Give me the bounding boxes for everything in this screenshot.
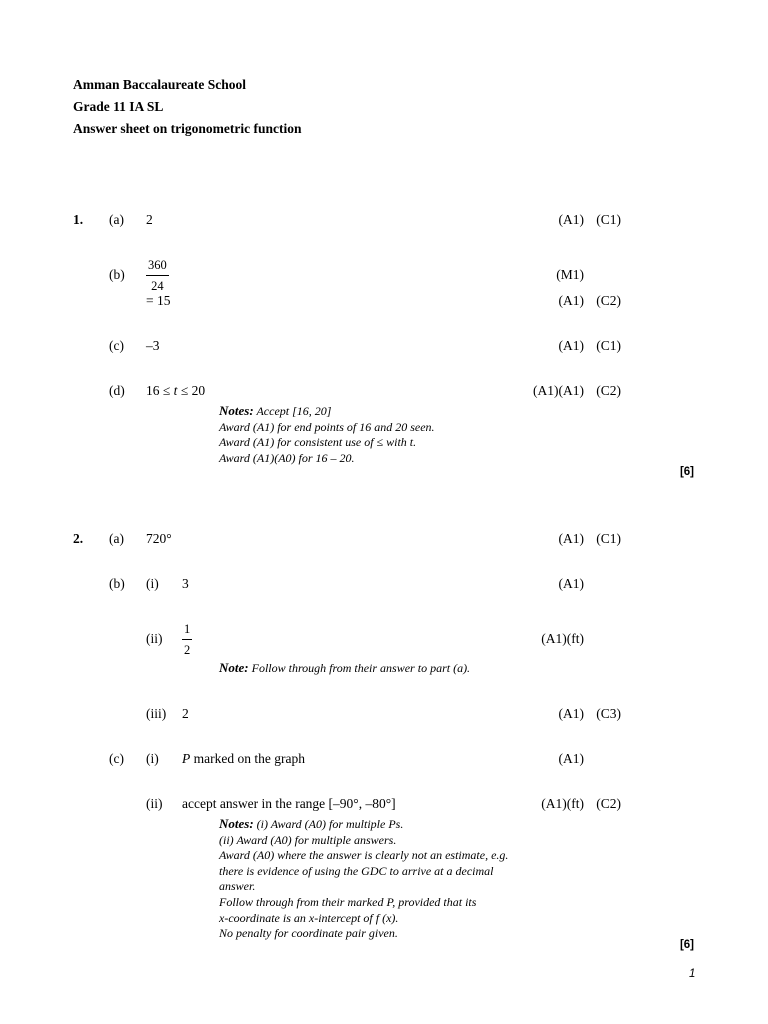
- q2-part-b-i-mark: (A1): [558, 576, 584, 591]
- school-name: Amman Baccalaureate School: [73, 77, 246, 92]
- q1-part-c-c-mark: (C1): [596, 338, 621, 353]
- question-2-number: 2.: [73, 531, 84, 546]
- q1-part-d-note-text: Accept [16, 20]: [256, 404, 332, 418]
- q2-part-c-ii-label: (ii): [146, 796, 163, 811]
- q2-part-b-ii-note: [219, 660, 470, 677]
- q1-part-a-label: (a): [109, 212, 124, 227]
- q2-part-b-iii-mark: (A1): [558, 706, 584, 721]
- q2-part-c-ii-note-text: (i) Award (A0) for multiple Ps.: [256, 817, 404, 831]
- q2-part-a-answer: 720°: [146, 531, 172, 546]
- q2-part-b-ii-note-lead: Note:: [219, 660, 249, 675]
- q2-part-c-i-mark: (A1): [558, 751, 584, 766]
- q2-part-b-label: (b): [109, 576, 125, 591]
- q2-part-c-ii-note-line: Follow through from their marked P, provided that its: [219, 894, 477, 909]
- q2-part-b-i-label: (i): [146, 576, 159, 591]
- q2-part-c-ii-answer: accept answer in the range [–90°, –80°]: [182, 796, 396, 811]
- q2-part-b-i-answer: 3: [182, 576, 189, 591]
- q1-total-marks: [6]: [679, 466, 694, 478]
- q2-part-b-ii-fraction: [182, 623, 192, 656]
- q2-part-c-i-answer: P marked on the graph: [182, 751, 305, 766]
- q2-part-c-ii-note-line: there is evidence of using the GDC to arrive at a decimal: [219, 863, 494, 878]
- q1-part-b-denominator: 24: [151, 278, 164, 293]
- q2-part-c-ii-notes: [219, 816, 508, 942]
- q2-part-c-ii-note-line: x-coordinate is an x-intercept of f (x).: [219, 910, 399, 925]
- q2-part-c-ii-note-line: (ii) Award (A0) for multiple answers.: [219, 832, 397, 847]
- q1-part-a-mark: (A1): [558, 212, 584, 227]
- q1-part-b-label: (b): [109, 267, 125, 282]
- sheet-subtitle: Answer sheet on trigonometric function: [73, 121, 302, 136]
- q1-part-d-answer: 16 ≤ t ≤ 20: [146, 383, 206, 398]
- q1-part-b-mark-2: (A1): [558, 293, 584, 308]
- q2-part-b-iii-label: (iii): [146, 706, 167, 721]
- q2-part-c-ii-note-line: [219, 816, 508, 833]
- q1-part-c-mark: (A1): [558, 338, 584, 353]
- q1-part-d-note-line: Award (A1) for consistent use of ≤ with t.: [219, 435, 417, 450]
- grade-title: Grade 11 IA SL: [73, 99, 164, 114]
- q2-part-a-mark: (A1): [558, 531, 584, 546]
- question-1-number: 1.: [73, 212, 84, 227]
- q1-part-d-mark: (A1)(A1): [533, 383, 584, 398]
- q2-part-a-c-mark: (C1): [596, 531, 621, 546]
- q2-part-b-ii-numerator: 1: [182, 623, 192, 640]
- q2-part-c-ii-note-line: answer.: [219, 879, 256, 894]
- q2-part-c-ii-note-line: Award (A0) where the answer is clearly not an estimate, e.g.: [219, 848, 509, 863]
- page-number: 1: [689, 968, 696, 980]
- q1-part-d-notes-lead: Notes:: [219, 403, 254, 418]
- q2-part-c-ii-c-mark: (C2): [596, 796, 621, 811]
- q1-part-d-note-line: Award (A1)(A0) for 16 – 20.: [219, 450, 355, 465]
- q2-total-marks: [6]: [679, 939, 694, 951]
- q1-part-d-c-mark: (C2): [596, 383, 621, 398]
- q1-part-b-fraction: [146, 259, 169, 292]
- q2-part-b-ii-label: (ii): [146, 631, 163, 646]
- q1-part-b-mark-1: (M1): [556, 267, 584, 282]
- q2-part-b-ii-note-text: Follow through from their answer to part (a).: [251, 661, 471, 675]
- q1-part-b-result: = 15: [146, 293, 171, 308]
- q2-part-b-iii-c-mark: (C3): [596, 706, 621, 721]
- q1-part-d-notes: [219, 403, 435, 466]
- q2-part-c-label: (c): [109, 751, 124, 766]
- q1-part-b-c-mark: (C2): [596, 293, 621, 308]
- q1-part-d-label: (d): [109, 383, 125, 398]
- q1-part-d-note-line: [219, 403, 435, 420]
- q2-part-b-ii-denominator: 2: [184, 642, 191, 657]
- q2-part-b-ii-mark: (A1)(ft): [541, 631, 584, 646]
- q2-part-b-iii-answer: 2: [182, 706, 189, 721]
- q1-part-c-label: (c): [109, 338, 124, 353]
- q2-part-c-ii-mark: (A1)(ft): [541, 796, 584, 811]
- q2-part-c-ii-notes-lead: Notes:: [219, 816, 254, 831]
- q2-part-c-i-label: (i): [146, 751, 159, 766]
- q1-part-a-c-mark: (C1): [596, 212, 621, 227]
- q1-part-d-note-line: Award (A1) for end points of 16 and 20 seen.: [219, 419, 435, 434]
- q2-part-c-ii-note-line: No penalty for coordinate pair given.: [219, 926, 398, 941]
- q1-part-b-numerator: 360: [146, 259, 169, 276]
- q1-part-a-answer: 2: [146, 212, 153, 227]
- q1-part-c-answer: –3: [146, 338, 160, 353]
- q2-part-a-label: (a): [109, 531, 124, 546]
